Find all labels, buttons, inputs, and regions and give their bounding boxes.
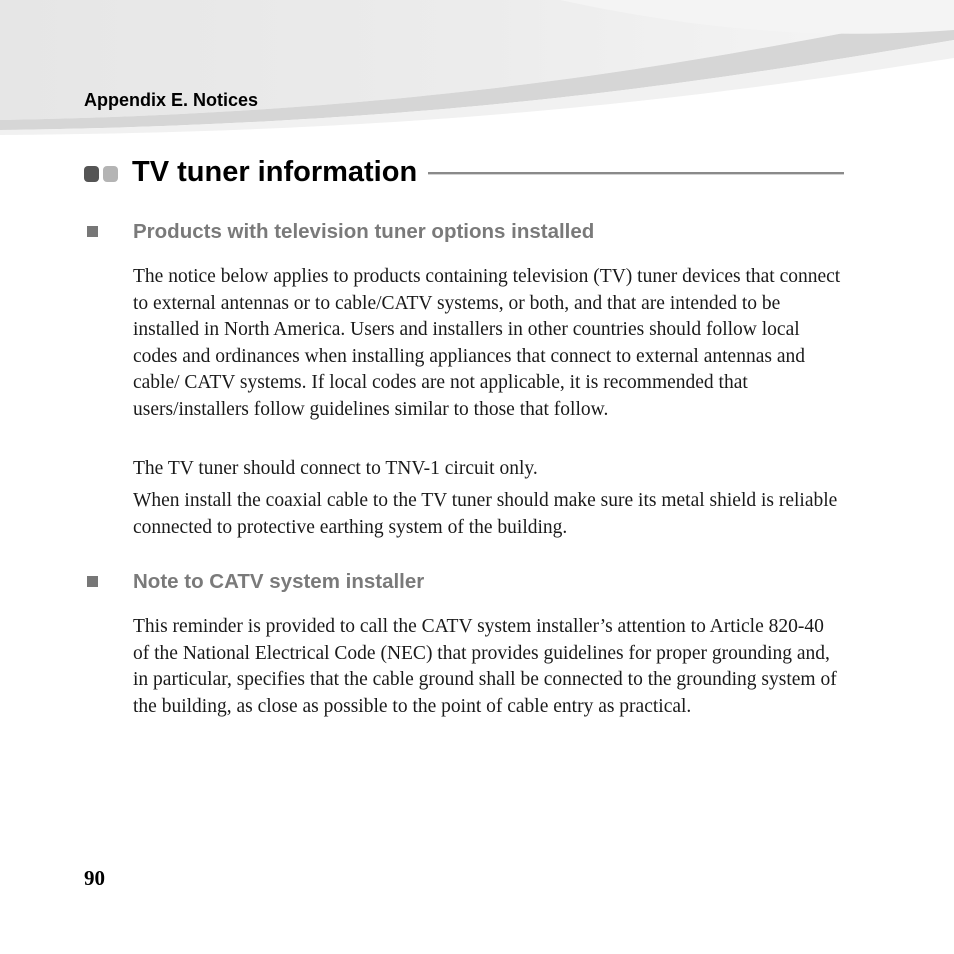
title-bullet-icon (84, 166, 126, 182)
body-paragraph: The notice below applies to products containing television (TV) tuner devices that connect to external antennas or to cable/CATV systems, or both, and that are intended to be installed in North America. Users and installers in other countries should follow local codes and ordinances when installing appliances that connect to external antennas and cable/ CATV systems. If local codes are not applicable, it is recommended that users/installers follow guidelines similar to those that follow. (133, 266, 841, 420)
subsection-heading: Note to CATV system installer (133, 570, 425, 593)
square-bullet-icon (87, 226, 98, 237)
page-number: 90 (84, 866, 105, 890)
section-title-row (84, 154, 844, 194)
dark-dot-icon (84, 166, 99, 182)
section-title: TV tuner information (132, 156, 418, 188)
body-paragraph: When install the coaxial cable to the TV tuner should make sure its metal shield is reliable connected to protective earthing system of the building. (133, 490, 838, 538)
subsection-heading-row (84, 219, 844, 249)
subsection-heading: Products with television tuner options installed (133, 220, 595, 243)
title-rule (428, 172, 844, 175)
subsection-heading-row (84, 569, 844, 599)
light-dot-icon (103, 166, 118, 182)
header-swoosh-band (0, 0, 954, 135)
square-bullet-icon (87, 576, 98, 587)
running-head: Appendix E. Notices (84, 90, 259, 110)
body-paragraph: This reminder is provided to call the CATV system installer’s attention to Article 820-40 of the National Electrical Code (NEC) that provides guidelines for proper grounding and, in particular, specifies that the cable ground shall be connected to the grounding system of the building, as close as possible to the point of cable entry as practical. (133, 616, 837, 717)
body-paragraph: The TV tuner should connect to TNV-1 circuit only. (133, 458, 538, 479)
